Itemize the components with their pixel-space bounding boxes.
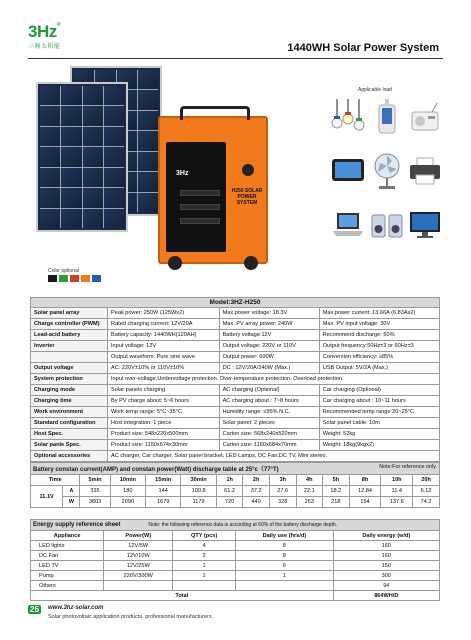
energy-row (31, 581, 440, 591)
spec-model-title: Model:3HZ-H250 (31, 298, 440, 308)
footer-tagline: Solar photovoltaic application products, professional manufacturers. (48, 614, 214, 620)
color-swatch (92, 275, 101, 282)
solar-cell (104, 127, 124, 146)
discharge-value: 144 (146, 486, 181, 497)
discharge-time-header: 8h (349, 475, 381, 486)
solar-cell (83, 147, 103, 166)
spec-value: Car charging (Optional) (319, 385, 439, 396)
spec-row (31, 407, 440, 418)
energy-cell: 12V/5W (104, 541, 173, 551)
discharge-value: 61.2 (216, 486, 243, 497)
energy-cell (104, 581, 173, 591)
discharge-value: 1179 (181, 497, 216, 508)
spec-value: Solar panel cable: 10m (319, 418, 439, 429)
spec-label: System protection (31, 374, 108, 385)
spec-row (31, 440, 440, 451)
spec-value: Carton size: 568x240x520mm (219, 429, 319, 440)
discharge-value: 27.6 (269, 486, 296, 497)
logo-mark: 3Hz® (28, 22, 60, 41)
spec-label: Solar panel array (31, 308, 108, 319)
solar-cell (83, 106, 103, 125)
energy-total-label: Total (31, 591, 334, 601)
energy-column-header: Daily energy (w/d) (333, 531, 439, 541)
solar-cell (61, 188, 81, 207)
footer-url[interactable]: www.3hz-solar.com (48, 605, 104, 611)
energy-row (31, 571, 440, 581)
energy-column-header: QTY (pcs) (173, 531, 236, 541)
energy-cell (236, 581, 334, 591)
spec-value: Max. PV array power: 240W (219, 319, 319, 330)
energy-cell: 8 (236, 551, 334, 561)
spec-value: Max.power current: 13.66A (6.83Ax2) (319, 308, 439, 319)
solar-cell (83, 168, 103, 187)
spec-value: Host integration: 1 piece (108, 418, 220, 429)
solar-cell (104, 86, 124, 105)
spec-value: Car charging about : 10~11 hours (319, 396, 439, 407)
energy-note: Note: the following reference data is according at 60% of the battery discharge depth. (148, 522, 338, 528)
color-option-label: Color optional (48, 268, 79, 274)
discharge-value: 720 (216, 497, 243, 508)
energy-cell: LED TV (31, 561, 104, 571)
solar-cell (104, 188, 124, 207)
spec-label: Host Spec. (31, 429, 108, 440)
discharge-value: 263 (296, 497, 323, 508)
radio-icon (408, 97, 442, 137)
spec-row (31, 308, 440, 319)
unit-sockets (180, 204, 220, 210)
energy-header-row (31, 531, 440, 541)
spec-label: Output voltage (31, 363, 108, 374)
spec-value: Product size: 1150x674x30mm (108, 440, 220, 451)
solar-cell (104, 147, 124, 166)
spec-row (31, 330, 440, 341)
energy-cell: 150 (333, 561, 439, 571)
discharge-time-header: 20h (413, 475, 440, 486)
spec-value: Max.power voltage: 18.3V (219, 308, 319, 319)
discharge-time-header: 5min (80, 475, 110, 486)
energy-caption: Energy supply reference sheet Note: the following reference data is according at 60% of the battery discharge depth. (31, 520, 440, 531)
spec-label: Charging time (31, 396, 108, 407)
solar-cell (40, 168, 60, 187)
applicable-load-label: Applicable load (358, 87, 392, 93)
spec-row (31, 451, 440, 462)
energy-cell: 220V/300W (104, 571, 173, 581)
energy-cell: LED lights (31, 541, 104, 551)
solar-cell (61, 127, 81, 146)
lamp-bulbs-icon (330, 97, 366, 137)
discharge-value: 3803 (80, 497, 110, 508)
energy-row (31, 561, 440, 571)
solar-cell (138, 172, 158, 191)
unit-display (180, 190, 220, 196)
spec-row (31, 363, 440, 374)
spec-value: By PV charge about: 5~6 hours (108, 396, 220, 407)
spec-label: Charge controller (PWM) (31, 319, 108, 330)
solar-cell (40, 188, 60, 207)
energy-cell: 8 (236, 541, 334, 551)
energy-row (31, 551, 440, 561)
spec-value: Input over-voltage,Undervoltage protection. Over-temperature protection. Overload protection. (108, 374, 440, 385)
discharge-table (30, 462, 440, 508)
discharge-value: 18.2 (323, 486, 350, 497)
discharge-value: 218 (323, 497, 350, 508)
solar-cell (83, 209, 103, 228)
energy-cell (173, 581, 236, 591)
spec-row (31, 429, 440, 440)
discharge-time-header: 2h (243, 475, 270, 486)
spec-row (31, 352, 440, 363)
spec-value: Weight: 52kg (319, 429, 439, 440)
solar-cell (104, 209, 124, 228)
discharge-value: 154 (349, 497, 381, 508)
spec-value: Battery voltage:12V (219, 330, 319, 341)
product-illustration (28, 66, 328, 276)
solar-cell (40, 127, 60, 146)
spec-table (30, 297, 440, 462)
solar-cell (61, 147, 81, 166)
logo-chinese-name: 三赫太阳能 (28, 44, 61, 50)
spec-label: Inverter (31, 341, 108, 352)
solar-cell (138, 70, 158, 89)
discharge-unit: A (63, 486, 80, 497)
energy-cell: Others (31, 581, 104, 591)
spec-value: Input voltage: 12V (108, 341, 220, 352)
spec-value: AC: 220V±10% or 110V±10% (108, 363, 220, 374)
spec-value: AC charger, Car charger, Solar panel bracket, LED Lamps, DC Fan,DC TV, Mini stereo. (108, 451, 440, 462)
spec-row (31, 385, 440, 396)
color-swatch (70, 275, 79, 282)
spec-value: Work temp range: 5°C~35°C (108, 407, 220, 418)
spec-value: Weight: 18kg(9kgx2) (319, 440, 439, 451)
discharge-value: 137.6 (381, 497, 413, 508)
spec-value: USB Output: 5V/2A (Max.) (319, 363, 439, 374)
energy-total-value: 864WH/D (333, 591, 439, 601)
discharge-value: 22.1 (296, 486, 323, 497)
spec-value: Solar panels charging (108, 385, 220, 396)
solar-cell (104, 168, 124, 187)
discharge-time-header: 10h (381, 475, 413, 486)
discharge-value: 440 (243, 497, 270, 508)
energy-cell: Pump (31, 571, 104, 581)
laptop-icon (330, 205, 366, 245)
spec-value: Output waveform: Pure sine wave (108, 352, 220, 363)
spec-label (31, 352, 108, 363)
spec-row (31, 341, 440, 352)
spec-value: Recommended temp range:20~25°C (319, 407, 439, 418)
speakers-icon (370, 205, 404, 245)
energy-column-header: Appliance (31, 531, 104, 541)
discharge-time-header: 3h (269, 475, 296, 486)
solar-cell (61, 168, 81, 187)
energy-cell: 4 (173, 541, 236, 551)
spec-value: Peak power: 250W (125Wx2) (108, 308, 220, 319)
solar-cell (104, 106, 124, 125)
discharge-caption: Battery constan current(AMP) and constan power(Watt) discharge table at 25°c（77°T) Note:For reference only. (31, 463, 440, 475)
page-title: 1440WH Solar Power System (287, 42, 439, 54)
tv-monitor-icon (408, 205, 442, 245)
spec-label: Solar panle Spec. (31, 440, 108, 451)
discharge-value: 12.84 (349, 486, 381, 497)
spec-value: Output voltage: 220V or 110V (219, 341, 319, 352)
energy-column-header: Daily use (hrs/d) (236, 531, 334, 541)
unit-control-panel (166, 142, 226, 252)
energy-cell: 1 (173, 561, 236, 571)
tablet-icon (330, 151, 366, 191)
solar-cell (83, 188, 103, 207)
applicable-load-icons (330, 97, 442, 245)
unit-wheel (244, 256, 258, 270)
discharge-voltage: 11.1V (31, 486, 63, 508)
discharge-unit: W (63, 497, 80, 508)
spec-value: AC charging (Optional) (219, 385, 319, 396)
printer-icon (408, 151, 442, 191)
phone-charger-icon (370, 97, 404, 137)
solar-cell (40, 106, 60, 125)
solar-cell (61, 106, 81, 125)
spec-label: Lead-acid battery (31, 330, 108, 341)
energy-column-header: Power(W) (104, 531, 173, 541)
discharge-value: 328 (269, 497, 296, 508)
solar-cell (138, 193, 158, 212)
spec-label: Optional accessories (31, 451, 108, 462)
discharge-time-header: 1h (216, 475, 243, 486)
energy-cell: 94 (333, 581, 439, 591)
unit-ports (180, 218, 220, 224)
energy-row (31, 541, 440, 551)
energy-cell: 160 (333, 551, 439, 561)
discharge-time-header: 10min (110, 475, 145, 486)
unit-badge (242, 164, 254, 176)
solar-cell (83, 127, 103, 146)
spec-value: DC : 12V/20A/240W (Max.) (219, 363, 319, 374)
spec-value: Carton size: 1160x684x70mm (219, 440, 319, 451)
discharge-time-header: 30min (181, 475, 216, 486)
solar-cell (138, 111, 158, 130)
spec-value: Conversion efficiency: ≥85% (319, 352, 439, 363)
energy-cell: 1 (173, 571, 236, 581)
energy-cell: 12V/10W (104, 551, 173, 561)
spec-value: Max. PV input voltage: 30V (319, 319, 439, 330)
discharge-note: Note:For reference only. (379, 464, 437, 470)
discharge-time-header: 5h (323, 475, 350, 486)
solar-cell (138, 152, 158, 171)
energy-cell: 1 (236, 571, 334, 581)
spec-label: Work environment (31, 407, 108, 418)
spec-value: Recommend discharge: 60% (319, 330, 439, 341)
color-swatch (48, 275, 57, 282)
discharge-value: 335 (80, 486, 110, 497)
solar-cell (40, 86, 60, 105)
spec-value: Battery capacity: 1440WH(120AH) (108, 330, 220, 341)
solar-cell (138, 131, 158, 150)
unit-wheel (168, 256, 182, 270)
title-divider (28, 58, 443, 59)
energy-cell: 6 (236, 561, 334, 571)
energy-table (30, 519, 440, 601)
discharge-time-label: Time (31, 475, 80, 486)
spec-value: Product size: 548x220x500mm (108, 429, 220, 440)
unit-handle (180, 106, 250, 120)
spec-model-row (31, 298, 440, 308)
color-swatch (59, 275, 68, 282)
solar-cell (61, 86, 81, 105)
brand-logo (28, 22, 98, 50)
spec-row (31, 374, 440, 385)
page-number: 25 (30, 605, 39, 614)
spec-value: Solar panel: 2 pieces (219, 418, 319, 429)
energy-cell: 12V/25W (104, 561, 173, 571)
spec-label: Standard configuration (31, 418, 108, 429)
energy-cell: 2 (173, 551, 236, 561)
energy-cell: DC Fan (31, 551, 104, 561)
solar-cell (61, 209, 81, 228)
spec-value: Output power: 600W (219, 352, 319, 363)
solar-panel-front (36, 82, 128, 232)
spec-value: Output frequency:50Hz±3 or 60Hz±3 (319, 341, 439, 352)
spec-row (31, 319, 440, 330)
energy-total-row (31, 591, 440, 601)
spec-value: AC charging about : 7~8 hours (219, 396, 319, 407)
discharge-value: 180 (110, 486, 145, 497)
discharge-value: 2090 (110, 497, 145, 508)
solar-cell (40, 209, 60, 228)
discharge-value: 74.2 (413, 497, 440, 508)
solar-cell (40, 147, 60, 166)
spec-label: Charging mode (31, 385, 108, 396)
energy-cell: 300 (333, 571, 439, 581)
discharge-value: 37.2 (243, 486, 270, 497)
discharge-time-header: 15min (146, 475, 181, 486)
color-swatch (81, 275, 90, 282)
discharge-value: 6.12 (413, 486, 440, 497)
unit-model-label: H250 SOLAR POWER SYSTEM (231, 188, 263, 206)
unit-brand-label: 3Hz (176, 170, 189, 177)
discharge-value: 1679 (146, 497, 181, 508)
spec-row (31, 418, 440, 429)
power-station-unit (158, 116, 268, 264)
spec-row (31, 396, 440, 407)
energy-cell: 160 (333, 541, 439, 551)
discharge-value: 11.4 (381, 486, 413, 497)
fan-icon (370, 151, 404, 191)
color-swatches (48, 275, 101, 282)
discharge-time-header: 4h (296, 475, 323, 486)
solar-cell (83, 86, 103, 105)
solar-cell (138, 90, 158, 109)
spec-value: Rated charging current: 12V/20A (108, 319, 220, 330)
spec-value: Humidity range: ≤95% N.C. (219, 407, 319, 418)
discharge-value: 100.8 (181, 486, 216, 497)
